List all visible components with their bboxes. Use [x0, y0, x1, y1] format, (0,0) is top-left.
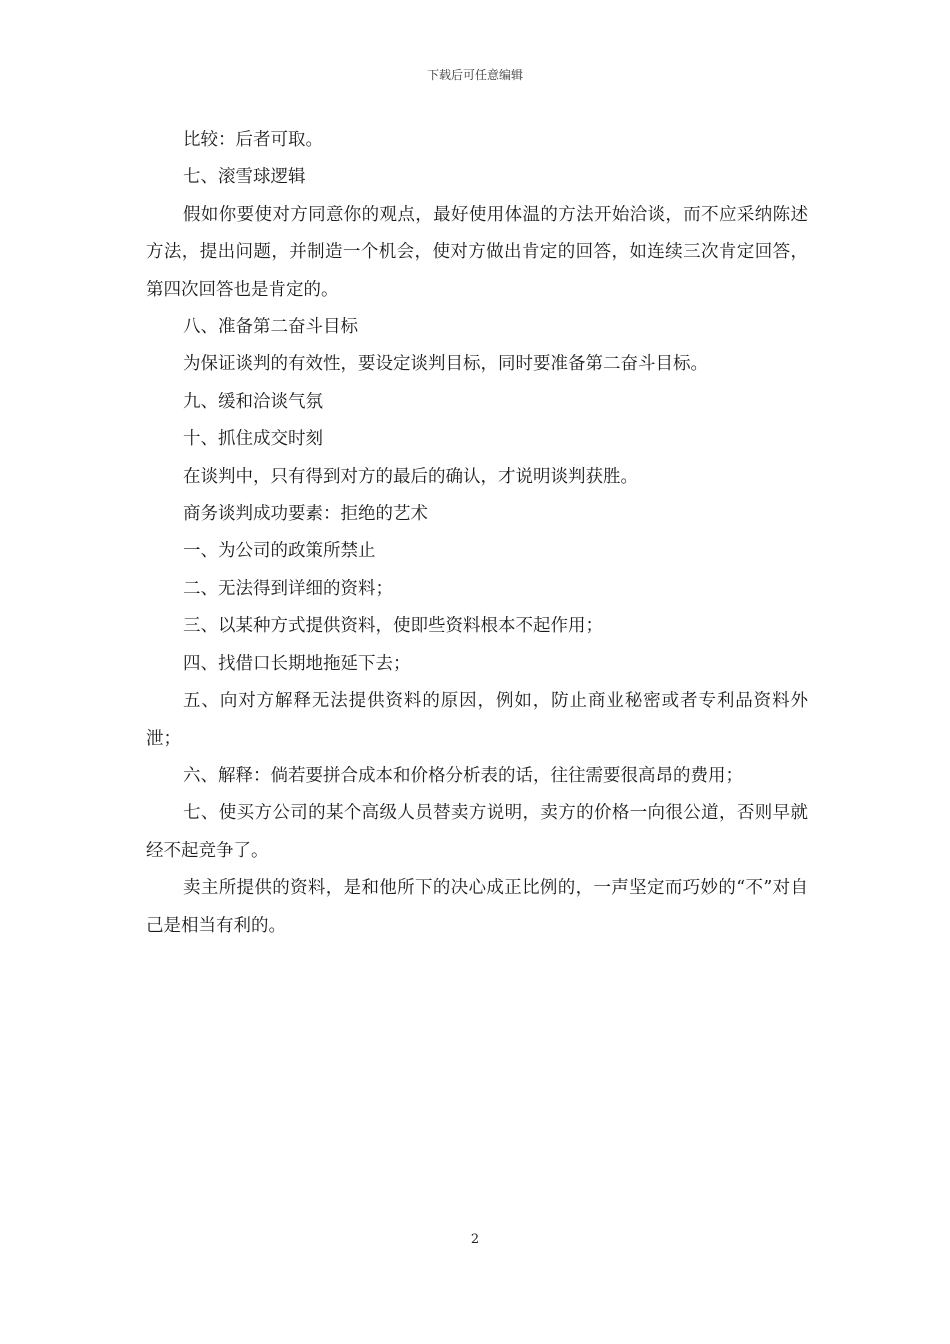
paragraph: 在谈判中，只有得到对方的最后的确认，才说明谈判获胜。: [183, 466, 638, 487]
document-body: [146, 122, 808, 945]
paragraph: 比较：后者可取。: [183, 130, 323, 150]
list-item: 七、使买方公司的某个高级人员替卖方说明，卖方的价格一向很公道，否则早就经不起竞争了。: [146, 803, 808, 861]
page-header: 下载后可任意编辑: [426, 68, 523, 82]
paragraph: 卖主所提供的资料，是和他所下的决心成正比例的，一声坚定而巧妙的“不”对自己是相当有利的。: [146, 878, 808, 936]
page-number: 2: [470, 1232, 480, 1247]
list-item: 二、无法得到详细的资料；: [183, 578, 393, 599]
section-heading: 商务谈判成功要素：拒绝的艺术: [183, 504, 428, 525]
list-item: 一、为公司的政策所禁止: [183, 541, 376, 562]
list-item: 六、解释：倘若要拼合成本和价格分析表的话，往往需要很高昂的费用；: [183, 765, 743, 786]
list-item: 五、向对方解释无法提供资料的原因，例如，防止商业秘密或者专利品资料外泄；: [146, 691, 808, 749]
section-heading: 八、准备第二奋斗目标: [183, 317, 358, 338]
list-item: 三、以某种方式提供资料，使即些资料根本不起作用；: [183, 616, 603, 637]
section-heading: 十、抓住成交时刻: [183, 429, 323, 450]
list-item: 四、找借口长期地拖延下去；: [183, 653, 411, 674]
paragraph: 假如你要使对方同意你的观点，最好使用体温的方法开始洽谈，而不应采纳陈述方法，提出问题，并制造一个机会，使对方做出肯定的回答，如连续三次肯定回答，第四次回答也是肯定的。: [146, 204, 808, 300]
section-heading: 九、缓和洽谈气氛: [183, 391, 323, 412]
section-heading: 七、滚雪球逻辑: [183, 167, 306, 188]
paragraph: 为保证谈判的有效性，要设定谈判目标，同时要准备第二奋斗目标。: [183, 354, 708, 375]
